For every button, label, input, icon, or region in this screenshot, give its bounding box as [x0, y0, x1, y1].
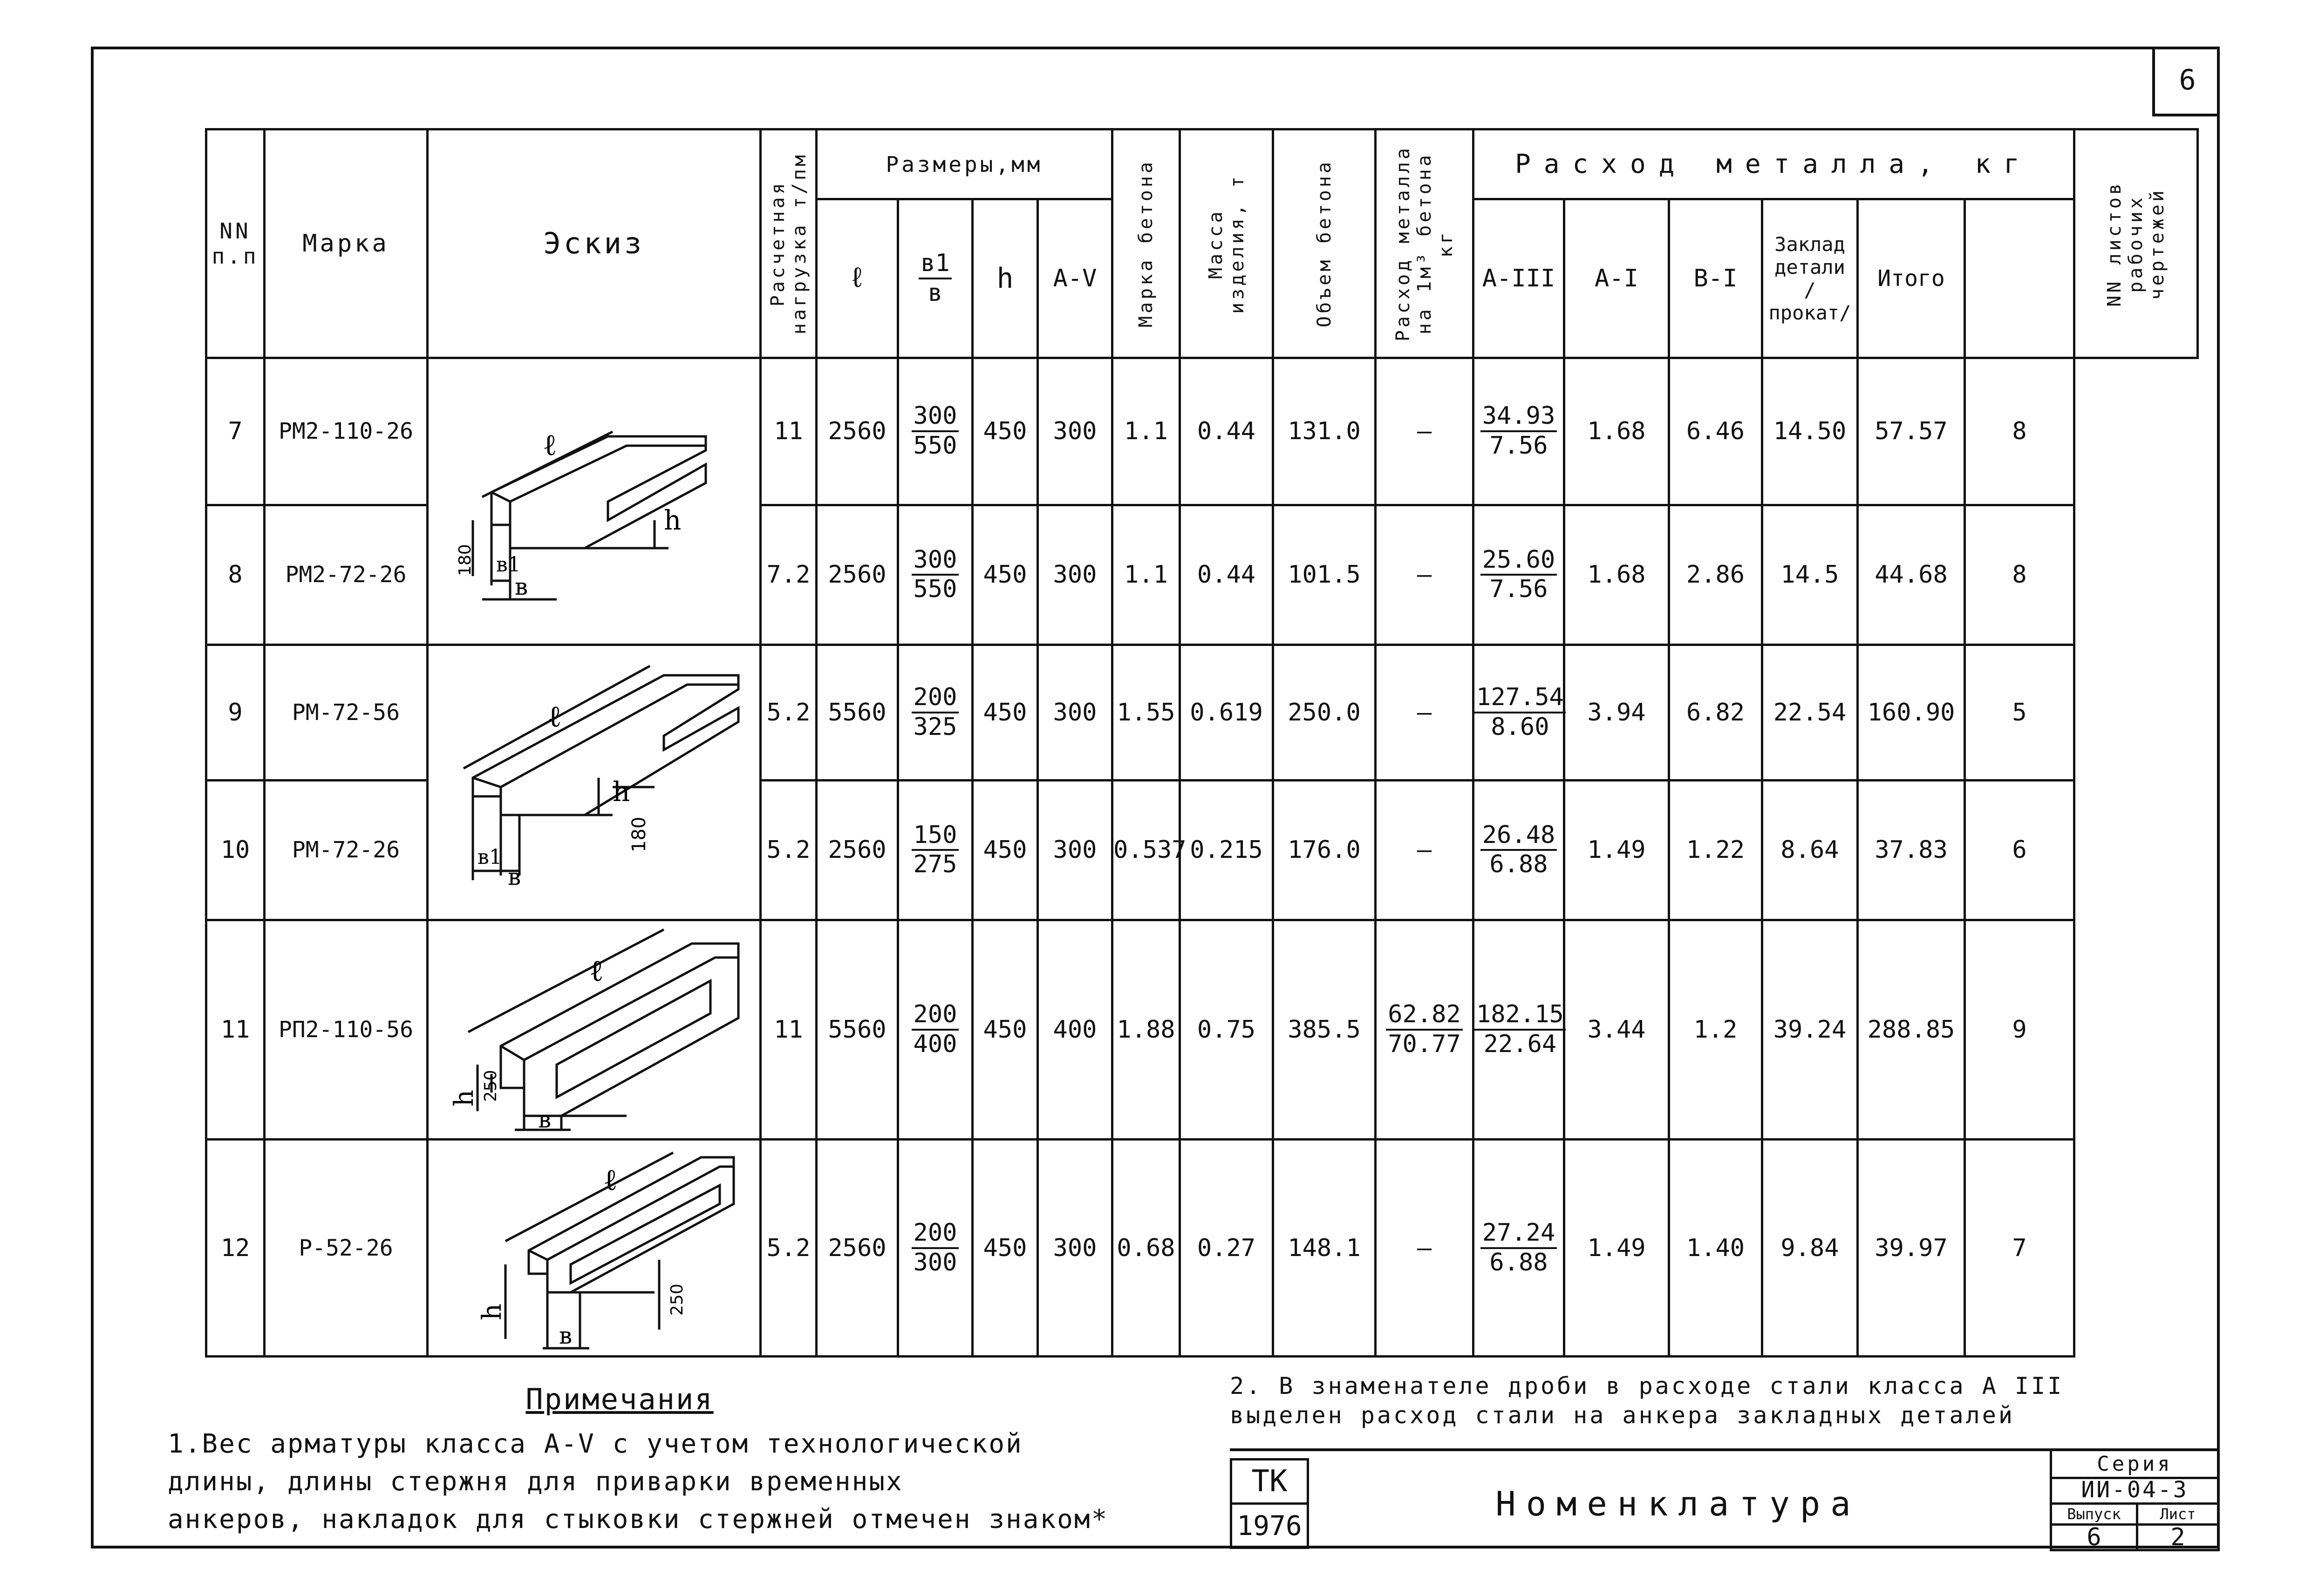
- row-per-m3: 385.5: [1273, 920, 1376, 1140]
- row-b1-b: $\frac{200}{325}$: [898, 645, 973, 781]
- header-nn: NN п.п: [206, 129, 265, 358]
- row-mass: 1.55: [1112, 645, 1180, 781]
- note-1-line-3: анкеров, накладок для стыковки стержней отмечен знаком*: [168, 1504, 1109, 1535]
- note-2-line-2: выделен расход стали на анкера закладных деталей: [1230, 1401, 2015, 1429]
- stamp-title: Номенклатура: [1495, 1484, 1861, 1523]
- row-h: 450: [973, 780, 1038, 920]
- row-sheets: 5: [1965, 645, 2074, 781]
- stamp-series-label: Серия: [2050, 1451, 2220, 1479]
- row-mass: 0.537: [1112, 780, 1180, 920]
- row-embedded: 8.64: [1762, 780, 1858, 920]
- row-l: 2560: [817, 1140, 898, 1357]
- beam-sketch-rm2: [456, 380, 724, 623]
- row-a5: —: [1376, 505, 1473, 645]
- header-h: h: [973, 199, 1038, 358]
- stamp-sheet-value: 2: [2136, 1523, 2220, 1551]
- row-n: 12: [206, 1140, 265, 1357]
- row-a5: —: [1376, 645, 1473, 781]
- sketch-label-h: h: [613, 776, 630, 808]
- nomenclature-table: [205, 128, 2199, 1358]
- row-embedded: 22.54: [1762, 645, 1858, 781]
- sketch-label-180: 180: [628, 816, 650, 853]
- row-per-m3: 148.1: [1273, 1140, 1376, 1357]
- sketch-label-l: ℓ: [603, 1162, 618, 1197]
- sketch-label-b1: в1: [477, 845, 502, 869]
- row-load: 5.2: [761, 780, 817, 920]
- row-l: 2560: [817, 780, 898, 920]
- beam-sketch-rp2: [450, 925, 738, 1134]
- row-a1: 3.44: [1564, 920, 1669, 1140]
- page-number: 6: [2152, 47, 2220, 116]
- header-embedded: Заклад детали /прокат/: [1762, 199, 1858, 358]
- stamp-series-value: ИИ-04-3: [2050, 1477, 2220, 1505]
- row-a3: $\frac{34.93}{7.56}$: [1473, 358, 1564, 505]
- row-a5: —: [1376, 780, 1473, 920]
- stamp-issue-value: 6: [2050, 1523, 2138, 1551]
- row-mass: 1.1: [1112, 505, 1180, 645]
- row-mass: 1.1: [1112, 358, 1180, 505]
- row-a1: 1.49: [1564, 1140, 1669, 1357]
- sketch-label-b: в: [538, 1106, 552, 1134]
- row-n: 9: [206, 645, 265, 781]
- beam-sketch-r: [450, 1143, 738, 1353]
- row-n: 11: [206, 920, 265, 1140]
- row-mark: РМ2-72-26: [265, 505, 428, 645]
- header-b1-b: $\frac{в1}{в}$: [898, 199, 973, 358]
- row-load: 7.2: [761, 505, 817, 645]
- sketch-label-b: в: [515, 573, 528, 600]
- header-l: ℓ: [817, 199, 898, 358]
- row-a3: $\frac{25.60}{7.56}$: [1473, 505, 1564, 645]
- row-v1: 1.22: [1669, 780, 1762, 920]
- note-2-line-1: 2. В знаменателе дроби в расходе стали класса А III: [1230, 1372, 2064, 1399]
- row-volume: 0.215: [1180, 780, 1273, 920]
- header-mass: Масса изделия, т: [1180, 129, 1273, 358]
- row-sheets: 8: [1965, 505, 2074, 645]
- row-a1: 3.94: [1564, 645, 1669, 781]
- row-per-m3: 250.0: [1273, 645, 1376, 781]
- notes-section: [168, 1379, 1193, 1538]
- row-a1: 1.49: [1564, 780, 1669, 920]
- row-load: 11: [761, 358, 817, 505]
- sketch-label-250: 250: [481, 1070, 500, 1102]
- sketch-label-l: ℓ: [547, 700, 562, 734]
- row-embedded: 14.50: [1762, 358, 1858, 505]
- row-h: 450: [973, 645, 1038, 781]
- row-mass: 1.88: [1112, 920, 1180, 1140]
- row-grade: 300: [1038, 1140, 1112, 1357]
- row-h: 450: [973, 358, 1038, 505]
- row-load: 5.2: [761, 1140, 817, 1357]
- sketch-rm2: [428, 358, 761, 645]
- row-a3: $\frac{27.24}{6.88}$: [1473, 1140, 1564, 1357]
- header-a1: А-I: [1564, 199, 1669, 358]
- row-sheets: 8: [1965, 358, 2074, 505]
- row-v1: 1.40: [1669, 1140, 1762, 1357]
- sketch-rp2: [428, 920, 761, 1140]
- sketch-label-b: в: [508, 863, 521, 891]
- header-sizes: Размеры,мм: [817, 129, 1112, 199]
- row-sheets: 9: [1965, 920, 2074, 1140]
- row-grade: 300: [1038, 780, 1112, 920]
- row-a5: —: [1376, 1140, 1473, 1357]
- notes-title: Примечания: [525, 1382, 714, 1416]
- sketch-label-h: h: [477, 1303, 507, 1320]
- header-volume: Объем бетона: [1273, 129, 1376, 358]
- row-v1: 6.82: [1669, 645, 1762, 781]
- row-l: 2560: [817, 358, 898, 505]
- header-metal-consumption: Расход металла, кг: [1473, 129, 2074, 199]
- header-metal-per-m3: Расход металла на 1м³ бетона кг: [1376, 129, 1473, 358]
- row-v1: 2.86: [1669, 505, 1762, 645]
- row-b1-b: $\frac{300}{550}$: [898, 505, 973, 645]
- sketch-label-180: 180: [456, 543, 475, 576]
- row-l: 2560: [817, 505, 898, 645]
- row-h: 450: [973, 505, 1038, 645]
- header-a3: А-III: [1473, 199, 1564, 358]
- row-embedded: 9.84: [1762, 1140, 1858, 1357]
- row-grade: 300: [1038, 645, 1112, 781]
- row-total: 39.97: [1858, 1140, 1965, 1357]
- sketch-label-l: ℓ: [589, 954, 604, 989]
- sketch-label-l: ℓ: [543, 428, 557, 462]
- row-volume: 0.44: [1180, 358, 1273, 505]
- header-total: Итого: [1858, 199, 1965, 358]
- row-b1-b: $\frac{200}{400}$: [898, 920, 973, 1140]
- row-volume: 0.619: [1180, 645, 1273, 781]
- sketch-label-h: h: [664, 504, 682, 536]
- row-mass: 0.68: [1112, 1140, 1180, 1357]
- row-load: 11: [761, 920, 817, 1140]
- header-eskiz: Эскиз: [428, 129, 761, 358]
- beam-sketch-rm: [445, 657, 743, 908]
- row-total: 57.57: [1858, 358, 1965, 505]
- row-v1: 1.2: [1669, 920, 1762, 1140]
- stamp-org: ТК: [1230, 1458, 1309, 1505]
- row-b1-b: $\frac{200}{300}$: [898, 1140, 973, 1357]
- row-n: 7: [206, 358, 265, 505]
- title-block: [1230, 1448, 2220, 1551]
- row-embedded: 39.24: [1762, 920, 1858, 1140]
- row-total: 37.83: [1858, 780, 1965, 920]
- row-load: 5.2: [761, 645, 817, 781]
- row-mark: РМ-72-26: [265, 780, 428, 920]
- row-mark: РМ-72-56: [265, 645, 428, 781]
- row-per-m3: 131.0: [1273, 358, 1376, 505]
- row-mark: РМ2-110-26: [265, 358, 428, 505]
- row-a3: $\frac{182.15}{22.64}$: [1473, 920, 1564, 1140]
- sketch-label-250: 250: [668, 1283, 687, 1316]
- row-h: 450: [973, 1140, 1038, 1357]
- header-marka: Марка: [265, 129, 428, 358]
- row-a3: $\frac{26.48}{6.88}$: [1473, 780, 1564, 920]
- row-mark: РП2-110-56: [265, 920, 428, 1140]
- row-a1: 1.68: [1564, 505, 1669, 645]
- header-sheets: NN листов рабочих чертежей: [2074, 129, 2198, 358]
- sketch-label-b1: в1: [496, 552, 521, 577]
- row-volume: 0.75: [1180, 920, 1273, 1140]
- header-load: Расчетная нагрузка т/пм: [761, 129, 817, 358]
- row-per-m3: 101.5: [1273, 505, 1376, 645]
- row-l: 5560: [817, 920, 898, 1140]
- note-2: [1230, 1372, 2115, 1430]
- row-grade: 300: [1038, 505, 1112, 645]
- row-grade: 300: [1038, 358, 1112, 505]
- row-embedded: 14.5: [1762, 505, 1858, 645]
- row-a5: —: [1376, 358, 1473, 505]
- row-b1-b: $\frac{300}{550}$: [898, 358, 973, 505]
- row-a3: $\frac{127.54}{8.60}$: [1473, 645, 1564, 781]
- sketch-rm: [428, 645, 761, 920]
- stamp-issue-label: Выпуск: [2050, 1502, 2138, 1526]
- row-grade: 400: [1038, 920, 1112, 1140]
- row-total: 160.90: [1858, 645, 1965, 781]
- stamp-year: 1976: [1230, 1502, 1309, 1549]
- row-total: 288.85: [1858, 920, 1965, 1140]
- row-a1: 1.68: [1564, 358, 1669, 505]
- sketch-label-b: в: [559, 1322, 573, 1349]
- row-per-m3: 176.0: [1273, 780, 1376, 920]
- stamp-sheet-label: Лист: [2136, 1502, 2220, 1526]
- row-volume: 0.44: [1180, 505, 1273, 645]
- header-concrete-grade: Марка бетона: [1112, 129, 1180, 358]
- sketch-label-h: h: [449, 1090, 479, 1107]
- row-n: 8: [206, 505, 265, 645]
- row-b1-b: $\frac{150}{275}$: [898, 780, 973, 920]
- note-1-line-2: длины, длины стержня для приварки временных: [168, 1467, 903, 1497]
- sketch-r: [428, 1140, 761, 1357]
- row-n: 10: [206, 780, 265, 920]
- note-1-line-1: 1.Вес арматуры класса А-V с учетом технологической: [168, 1428, 1023, 1459]
- row-l: 5560: [817, 645, 898, 781]
- header-v1: В-I: [1669, 199, 1762, 358]
- row-mark: Р-52-26: [265, 1140, 428, 1357]
- row-h: 450: [973, 920, 1038, 1140]
- row-volume: 0.27: [1180, 1140, 1273, 1357]
- row-v1: 6.46: [1669, 358, 1762, 505]
- row-a5: $\frac{62.82}{70.77}$: [1376, 920, 1473, 1140]
- row-sheets: 6: [1965, 780, 2074, 920]
- row-sheets: 7: [1965, 1140, 2074, 1357]
- row-total: 44.68: [1858, 505, 1965, 645]
- header-a5: А-V: [1038, 199, 1112, 358]
